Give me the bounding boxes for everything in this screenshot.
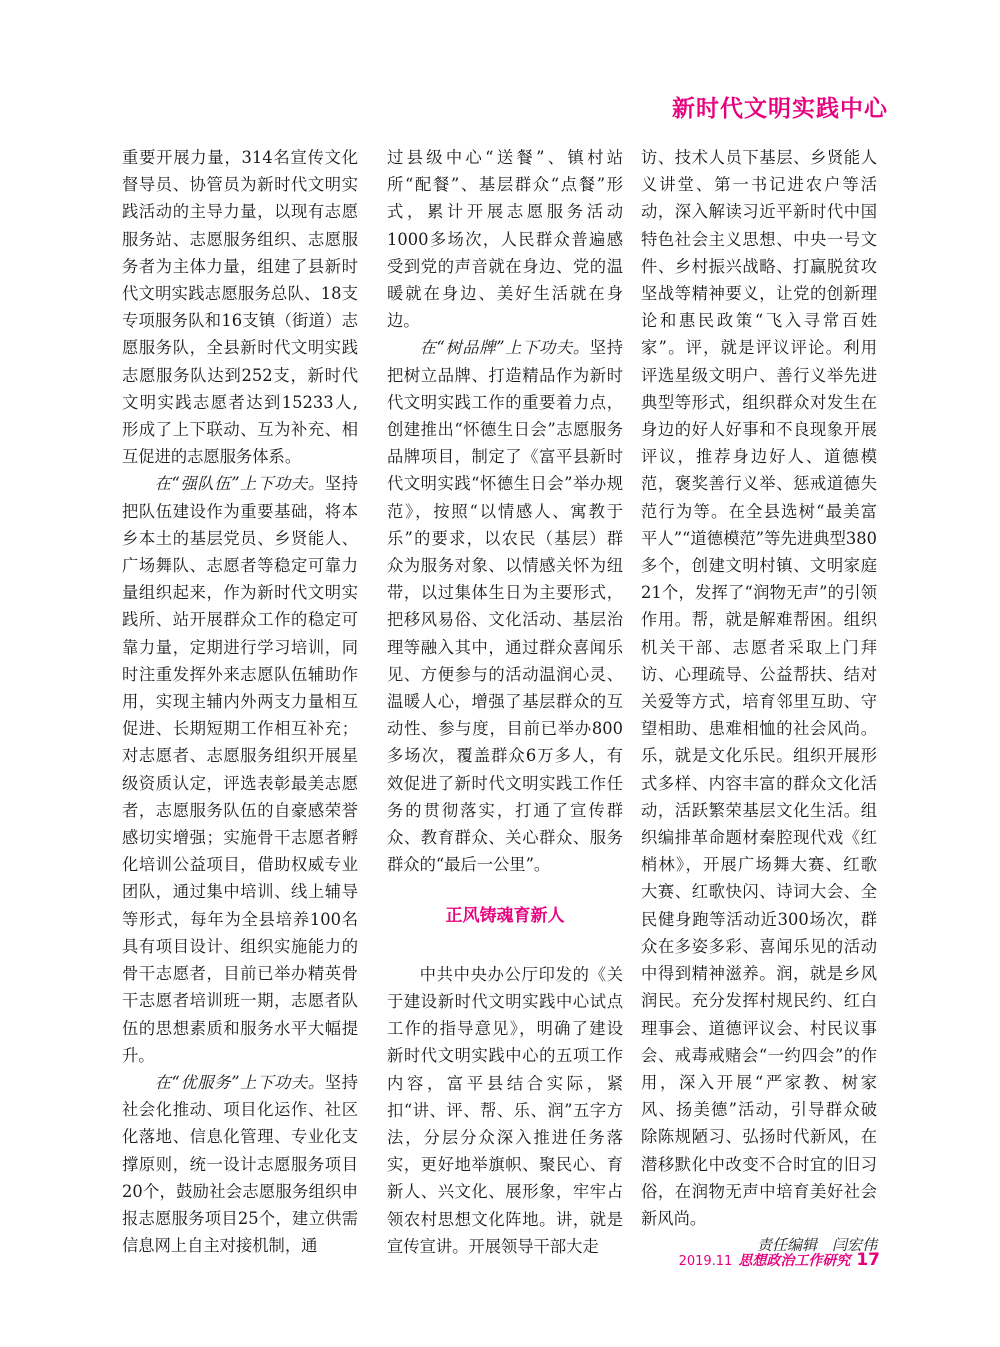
paragraph-lead: 在“优服务”上下功夫。 — [154, 1072, 325, 1092]
paragraph — [387, 334, 623, 878]
paragraph: 过县级中心“送餐”、镇村站所“配餐”、基层群众“点餐”形式，累计开展志愿服务活动1000多场次，人民群众普遍感受到党的声音就在身边、党的温暖就在身边、美好生活就在身边。 — [387, 148, 623, 331]
paragraph: 访、技术人员下基层、乡贤能人义讲堂、第一书记进农户等活动，深入解读习近平新时代中国特色社会主义思想、中央一号文件、乡村振兴战略、打赢脱贫攻坚战等精神要义，让党的创新理论和惠民政策“飞入寻常百姓家”。评，就是评议评论。利用评选星级文明户、善行义举先进典型等形式，组织群众对发生在身边的好人好事和不良现象开展评议，推荐身边好人、道德模范，褒奖善行义举、惩戒道德失范行为等。在全县选树“最美富平人”“道德模范”等先进典型380多个，创建文明村镇、文明家庭21个，发挥了“润物无声”的引领作用。帮，就是解难帮困。组织机关干部、志愿者采取上门拜访、心理疏导、公益帮扶、结对关爱等方式，培育邻里互助、守望相助、患难相恤的社会风尚。乐，就是文化乐民。组织开展形式多样、内容丰富的群众文化活动，活跃繁荣基层文化生活。组织编排革命题材秦腔现代戏《红梢林》，开展广场舞大赛、红歌大赛、红歌快闪、诗词大会、全民健身跑等活动近300场次，群众在多姿多彩、喜闻乐见的活动中得到精神滋养。润，就是乡风润民。充分发挥村规民约、红白理事会、道德评议会、村民议事会、戒毒戒赌会“一约四会”的作用，深入开展“严家教、树家风、扬美德”活动，引导群众破除陈规陋习、弘扬时代新风，在潜移默化中改变不合时宜的旧习俗，在润物无声中培育美好社会新风尚。 — [641, 148, 877, 1228]
paragraph-body: 坚持社会化推动、项目化运作、社区化落地、信息化管理、专业化支撑原则，统一设计志愿服务项目20个，鼓励社会志愿服务组织申报志愿服务项目25个，建立供需信息网上自主对接机制，通 — [122, 1072, 358, 1256]
section-title: 新时代文明实践中心 — [672, 96, 888, 122]
paragraph-body: 坚持把树立品牌、打造精品作为新时代文明实践工作的重要着力点，创建推出“怀德生日会”志愿服务品牌项目，制定了《富平县新时代文明实践“怀德生日会”举办规范》，按照“以情感人、寓教于乐”的要求，以农民（基层）群众为服务对象、以情感关怀为纽带，以过集体生日为主要形式，把移风易俗、文化活动、基层治理等融入其中，通过群众喜闻乐见、方便参与的活动温润心灵、温暖人心，增强了基层群众的互动性、参与度，目前已举办800多场次，覆盖群众6万多人，有效促进了新时代文明实践工作任务的贯彻落实，打通了宣传群众、教育群众、关心群众、服务群众的“最后一公里”。 — [387, 338, 623, 875]
section-subheading: 正风铸魂育新人 — [445, 906, 565, 927]
paragraph: 重要开展力量，314名宣传文化督导员、协管员为新时代文明实践活动的主导力量，以现有志愿服务站、志愿服务组织、志愿服务者为主体力量，组建了县新时代文明实践志愿服务总队、18支专项服务队和16支镇（街道）志愿服务队，全县新时代文明实践志愿服务队达到252支，新时代文明实践志愿者达到15233人,形成了上下联动、互为补充、相互促进的志愿服务体系。 — [122, 148, 358, 467]
magazine-title: 思想政治工作研究 — [738, 1253, 851, 1269]
page-footer — [679, 1250, 880, 1270]
article-column-1 — [122, 144, 358, 1259]
paragraph: 中共中央办公厅印发的《关于建设新时代文明实践中心试点工作的指导意见》，明确了建设新时代文明实践中心的五项工作内容，富平县结合实际，紧扣“讲、评、帮、乐、润”五字方法，分层分众深入推进任务落实，更好地举旗帜、聚民心、育新人、兴文化、展形象，牢牢占领农村思想文化阵地。讲，就是宣传宣讲。开展领导干部大走 — [387, 964, 623, 1256]
editor-credit: 责任编辑 闫宏伟 — [756, 1236, 877, 1255]
paragraph — [122, 470, 358, 1068]
page-number: 17 — [856, 1250, 880, 1270]
paragraph-lead: 在“强队伍”上下功夫。 — [154, 474, 325, 494]
issue-date: 2019.11 — [678, 1254, 733, 1269]
paragraph — [122, 1069, 358, 1259]
article-column-2 — [387, 144, 623, 1260]
article-column-3 — [641, 144, 877, 1259]
paragraph-body: 坚持把队伍建设作为重要基础，将本乡本土的基层党员、乡贤能人、广场舞队、志愿者等稳定可靠力量组织起来，作为新时代文明实践所、站开展群众工作的稳定可靠力量，定期进行学习培训，同时注重发挥外来志愿队伍辅助作用，实现主辅内外两支力量相互促进、长期短期工作相互补充；对志愿者、志愿服务组织开展星级资质认定，评选表彰最美志愿者，志愿服务队伍的自豪感荣誉感切实增强；实施骨干志愿者孵化培训公益项目，借助权威专业团队，通过集中培训、线上辅导等形式，每年为全县培养100名具有项目设计、组织实施能力的骨干志愿者，目前已举办精英骨干志愿者培训班一期，志愿者队伍的思想素质和服务水平大幅提升。 — [122, 474, 358, 1065]
paragraph-lead: 在“树品牌”上下功夫。 — [419, 338, 590, 358]
